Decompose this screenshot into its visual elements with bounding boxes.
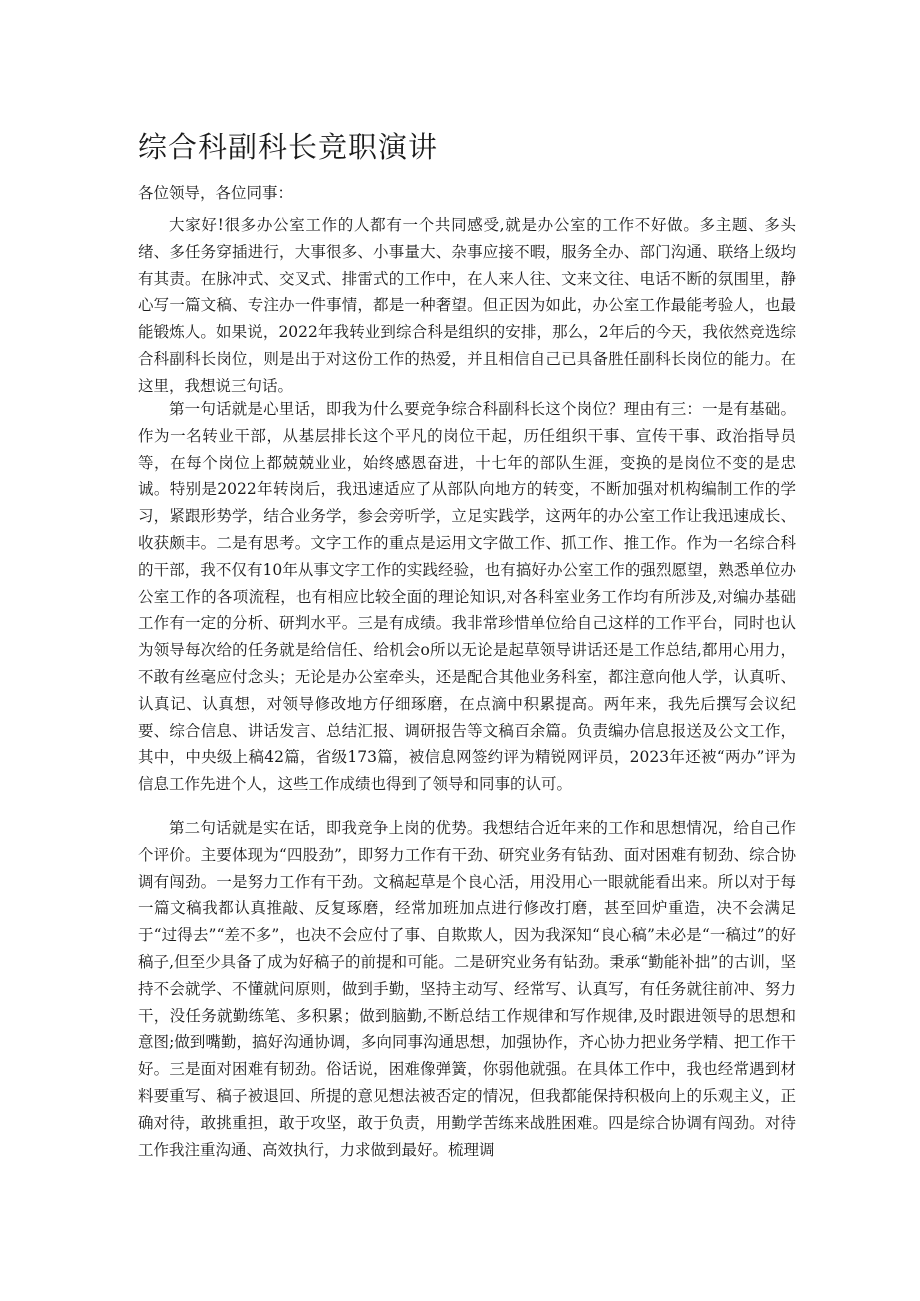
paragraph-second-point: 第二句话就是实在话，即我竞争上岗的优势。我想结合近年来的工作和思想情况，给自己作个评价。主要体现为“四股劲”，即努力工作有干劲、研究业务有钻劲、面对困难有韧劲、综合协调有闯劲。一是努力工作有干劲。文稿起草是个良心活，用没用心一眼就能看出来。所以对于每一篇文稿我都认真推敲、反复琢磨，经常加班加点进行修改打磨，甚至回炉重造，决不会满足于“过得去”“差不多”，也决不会应付了事、自欺欺人，因为我深知“良心稿”未必是“一稿过”的好稿子,但至少具备了成为好稿子的前提和可能。二是研究业务有钻劲。秉承“勤能补拙”的古训，坚持不会就学、不懂就问原则，做到手勤，坚持主动写、经常写、认真写，有任务就往前冲、努力干，没任务就勤练笔、多积累；做到脑勤,不断总结工作规律和写作规律,及时跟进领导的思想和意图;做到嘴勤，搞好沟通协调，多向同事沟通思想，加强协作，齐心协力把业务学精、把工作干好。三是面对困难有韧劲。俗话说，困难像弹簧，你弱他就强。在具体工作中，我也经常遇到材料要重写、稿子被退回、所提的意见想法被否定的情况，但我都能保持积极向上的乐观主义，正确对待，敢挑重担，敢于攻坚，敢于负责，用勤学苦练来战胜困难。四是综合协调有闯劲。对待工作我注重沟通、高效执行，力求做到最好。梳理调 [138,819,796,1159]
page-title: 综合科副科长竞职演讲 [138,130,439,164]
paragraph-intro: 大家好!很多办公室工作的人都有一个共同感受,就是办公室的工作不好做。多主题、多头绪、多任务穿插进行，大事很多、小事量大、杂事应接不暇，服务全办、部门沟通、联络上级均有其责。在脉冲式、交叉式、排雷式的工作中，在人来人往、文来文往、电话不断的氛围里，静心写一篇文稿、专注办一件事情，都是一种奢望。但正因为如此，办公室工作最能考验人，也最能锻炼人。如果说，2022年我转业到综合科是组织的安排，那么，2年后的今天，我依然竞选综合科副科长岗位，则是出于对这份工作的热爱，并且相信自己已具备胜任副科长岗位的能力。在这里，我想说三句话。 [138,216,796,395]
salutation: 各位领导，各位同事： [138,184,294,202]
paragraph-first-point: 第一句话就是心里话，即我为什么要竞争综合科副科长这个岗位？理由有三：一是有基础。作为一名转业干部，从基层排长这个平凡的岗位干起，历任组织干事、宣传干事、政治指导员等，在每个岗位上都兢兢业业，始终感恩奋进，十七年的部队生涯，变换的是岗位不变的是忠诚。特别是2022年转岗后，我迅速适应了从部队向地方的转变，不断加强对机构编制工作的学习，紧跟形势学，结合业务学，参会旁听学，立足实践学，这两年的办公室工作让我迅速成长、收获颇丰。二是有思考。文字工作的重点是运用文字做工作、抓工作、推工作。作为一名综合科的干部，我不仅有10年从事文字工作的实践经验，也有搞好办公室工作的强烈愿望，熟悉单位办公室工作的各项流程，也有相应比较全面的理论知识,对各科室业务工作均有所涉及,对编办基础工作有一定的分析、研判水平。三是有成绩。我非常珍惜单位给自己这样的工作平台，同时也认为领导每次给的任务就是给信任、给机会o所以无论是起草领导讲话还是工作总结,都用心用力，不敢有丝毫应付念头；无论是办公室牵头，还是配合其他业务科室，都注意向他人学，认真听、认真记、认真想，对领导修改地方仔细琢磨，在点滴中积累提高。两年来，我先后撰写会议纪要、综合信息、讲话发言、总结汇报、调研报告等文稿百余篇。负责编办信息报送及公文工作，其中，中央级上稿42篇，省级173篇，被信息网签约评为精锐网评员，2023年还被“两办”评为信息工作先进个人，这些工作成绩也得到了领导和同事的认可。 [138,400,796,794]
